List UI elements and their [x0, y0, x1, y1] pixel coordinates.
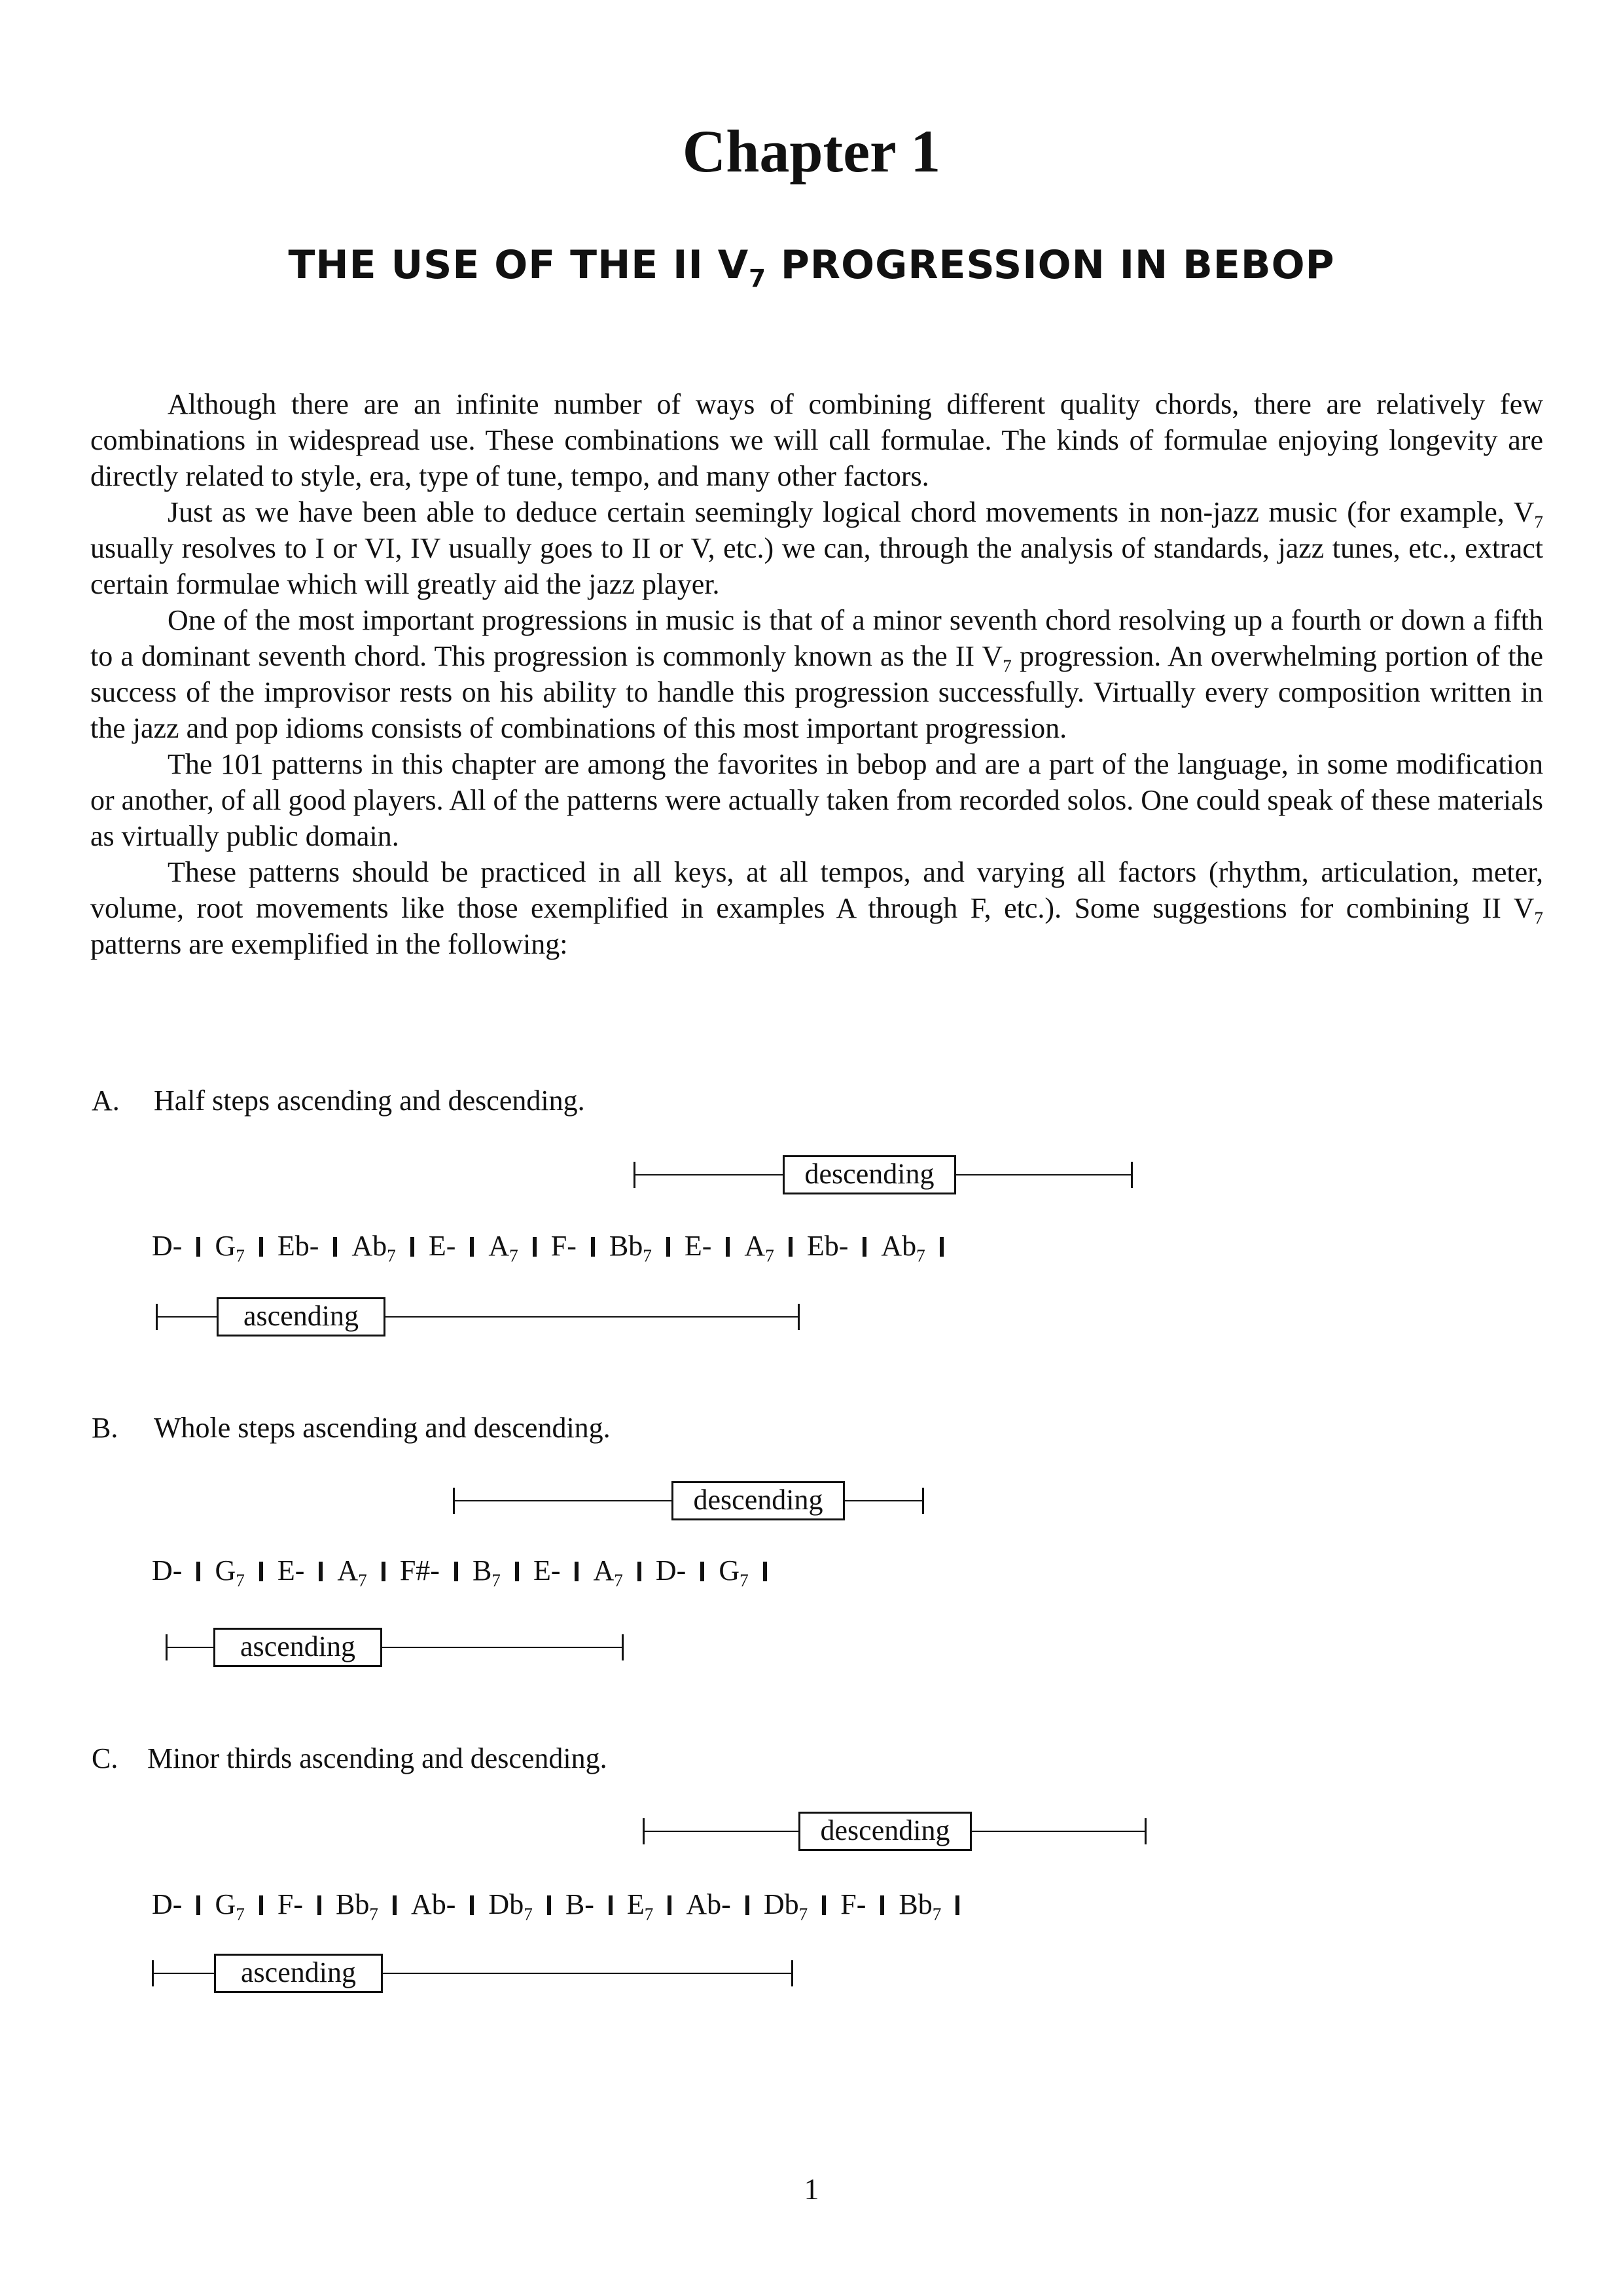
- paragraph-4: The 101 patterns in this chapter are among the favorites in bebop and are a part of the language, in some modification or another, of all good players. All of the patterns were actually taken from recorded solos. One could speak of these materials as virtually public domain.: [90, 748, 1543, 852]
- chord-symbol: $Bb_7$: [609, 1230, 652, 1266]
- barline: [955, 1895, 959, 1915]
- barline: [317, 1895, 321, 1915]
- barline: [515, 1562, 519, 1581]
- chord-symbol: $Bb_7$: [899, 1888, 942, 1924]
- chord-symbol: Ab-: [410, 1888, 456, 1920]
- paragraph-3: One of the most important progressions in music is that of a minor seventh chord resolving up a fourth or down a fifth to a dominant seventh chord. This progression is commonly known as the II $V_7$ progression. An overwhelming portion of the success of the improvisor rests on his ability to handle this progression successfully. Virtually every composition written in the jazz and pop idioms consists of combinations of this most important progression.: [90, 604, 1543, 744]
- example-description: Minor thirds ascending and descending.: [147, 1742, 607, 1774]
- example-description: Half steps ascending and descending.: [154, 1085, 585, 1117]
- chord-symbol: F#-: [399, 1554, 440, 1587]
- barline: [940, 1237, 944, 1257]
- chord-symbol: Eb-: [277, 1230, 319, 1262]
- barline: [763, 1562, 767, 1581]
- heading-subscript: 7: [749, 264, 767, 293]
- barline: [259, 1895, 263, 1915]
- barline: [863, 1237, 866, 1257]
- heading-text-before: THE USE OF THE II V: [288, 242, 749, 288]
- example-a-progression: [152, 1230, 958, 1266]
- chord-symbol: $A_7$: [337, 1554, 367, 1590]
- barline: [789, 1237, 793, 1257]
- barline: [196, 1562, 200, 1581]
- example-b-label: [92, 1414, 611, 1443]
- example-b-ascending-bracket: [166, 1628, 624, 1667]
- chord-symbol: E-: [533, 1554, 561, 1587]
- barline: [637, 1562, 641, 1581]
- barline: [319, 1562, 323, 1581]
- chord-symbol: $Db_7$: [488, 1888, 533, 1924]
- barline: [547, 1895, 551, 1915]
- chord-symbol: E-: [428, 1230, 456, 1262]
- paragraph-1: Although there are an infinite number of ways of combining different quality chords, there are relatively few combinations in widespread use. These combinations we will call formulae. The kinds of formulae enjoying longevity are directly related to style, era, type of tune, tempo, and many other factors.: [90, 388, 1543, 492]
- chord-symbol: F-: [277, 1888, 303, 1920]
- chord-symbol: $Ab_7$: [351, 1230, 396, 1266]
- chord-symbol: $G_7$: [215, 1888, 245, 1924]
- example-letter: A.: [92, 1085, 120, 1117]
- barline: [382, 1562, 385, 1581]
- descending-label: descending: [798, 1812, 972, 1851]
- descending-label: descending: [671, 1481, 845, 1520]
- ascending-label: ascending: [213, 1628, 382, 1667]
- example-c-progression: [152, 1888, 974, 1924]
- chord-symbol: $E_7$: [626, 1888, 654, 1924]
- chord-symbol: D-: [655, 1554, 687, 1587]
- example-b-progression: [152, 1554, 781, 1590]
- chord-symbol: $Bb_7$: [335, 1888, 378, 1924]
- barline: [196, 1237, 200, 1257]
- body-text: [90, 386, 1543, 962]
- chord-symbol: F-: [840, 1888, 866, 1920]
- barline: [470, 1237, 474, 1257]
- barline: [700, 1562, 704, 1581]
- example-letter: C.: [92, 1742, 118, 1774]
- example-a-label: [92, 1086, 585, 1115]
- barline: [726, 1237, 730, 1257]
- example-a-ascending-bracket: [156, 1297, 800, 1336]
- chord-symbol: $A_7$: [488, 1230, 518, 1266]
- chord-symbol: $G_7$: [215, 1230, 245, 1266]
- barline: [533, 1237, 537, 1257]
- chord-symbol: E-: [684, 1230, 712, 1262]
- barline: [609, 1895, 613, 1915]
- paragraph-2: Just as we have been able to deduce certain seemingly logical chord movements in non-jazz music (for example, $V_7$ usually resolves to I or VI, IV usually goes to II or V, etc.) we can, through the analysis of standards, jazz tunes, etc., extract certain formulae which will greatly aid the jazz player.: [90, 496, 1543, 600]
- ascending-label: ascending: [217, 1297, 385, 1336]
- chord-symbol: E-: [277, 1554, 305, 1587]
- heading-text-after: PROGRESSION IN BEBOP: [766, 242, 1335, 288]
- chord-symbol: Eb-: [806, 1230, 849, 1262]
- chord-symbol: B-: [565, 1888, 594, 1920]
- barline: [668, 1895, 671, 1915]
- chord-symbol: Ab-: [686, 1888, 731, 1920]
- example-description: Whole steps ascending and descending.: [154, 1412, 611, 1444]
- chapter-heading: [0, 242, 1623, 293]
- barline: [196, 1895, 200, 1915]
- barline: [575, 1562, 579, 1581]
- chord-symbol: F-: [550, 1230, 577, 1262]
- barline: [333, 1237, 337, 1257]
- chord-symbol: $B_7$: [472, 1554, 501, 1590]
- example-c-ascending-bracket: [152, 1954, 793, 1993]
- barline: [470, 1895, 474, 1915]
- descending-label: descending: [783, 1155, 956, 1194]
- paragraph-5: These patterns should be practiced in all keys, at all tempos, and varying all factors (rhythm, articulation, meter, volume, root movements like those exemplified in examples A through F, etc.). Some suggestions for combining II $V_7$ patterns are exemplified in the following:: [90, 856, 1543, 960]
- barline: [822, 1895, 826, 1915]
- ascending-label: ascending: [214, 1954, 383, 1993]
- chapter-title: Chapter 1: [682, 118, 941, 185]
- chord-symbol: $A_7$: [744, 1230, 774, 1266]
- example-a-descending-bracket: [633, 1155, 1133, 1194]
- example-c-descending-bracket: [643, 1812, 1147, 1851]
- barline: [259, 1237, 263, 1257]
- chord-symbol: $G_7$: [215, 1554, 245, 1590]
- chord-symbol: D-: [152, 1888, 183, 1920]
- chord-symbol: $A_7$: [593, 1554, 623, 1590]
- chord-symbol: $Db_7$: [763, 1888, 808, 1924]
- barline: [745, 1895, 749, 1915]
- chord-symbol: $Ab_7$: [881, 1230, 925, 1266]
- chord-symbol: D-: [152, 1230, 183, 1262]
- example-letter: B.: [92, 1412, 118, 1444]
- page-number: 1: [804, 2172, 819, 2206]
- barline: [410, 1237, 414, 1257]
- barline: [393, 1895, 397, 1915]
- example-c-label: [92, 1744, 607, 1773]
- barline: [454, 1562, 458, 1581]
- barline: [591, 1237, 595, 1257]
- barline: [259, 1562, 263, 1581]
- chord-symbol: $G_7$: [719, 1554, 749, 1590]
- example-b-descending-bracket: [453, 1481, 924, 1520]
- barline: [880, 1895, 884, 1915]
- chord-symbol: D-: [152, 1554, 183, 1587]
- barline: [666, 1237, 670, 1257]
